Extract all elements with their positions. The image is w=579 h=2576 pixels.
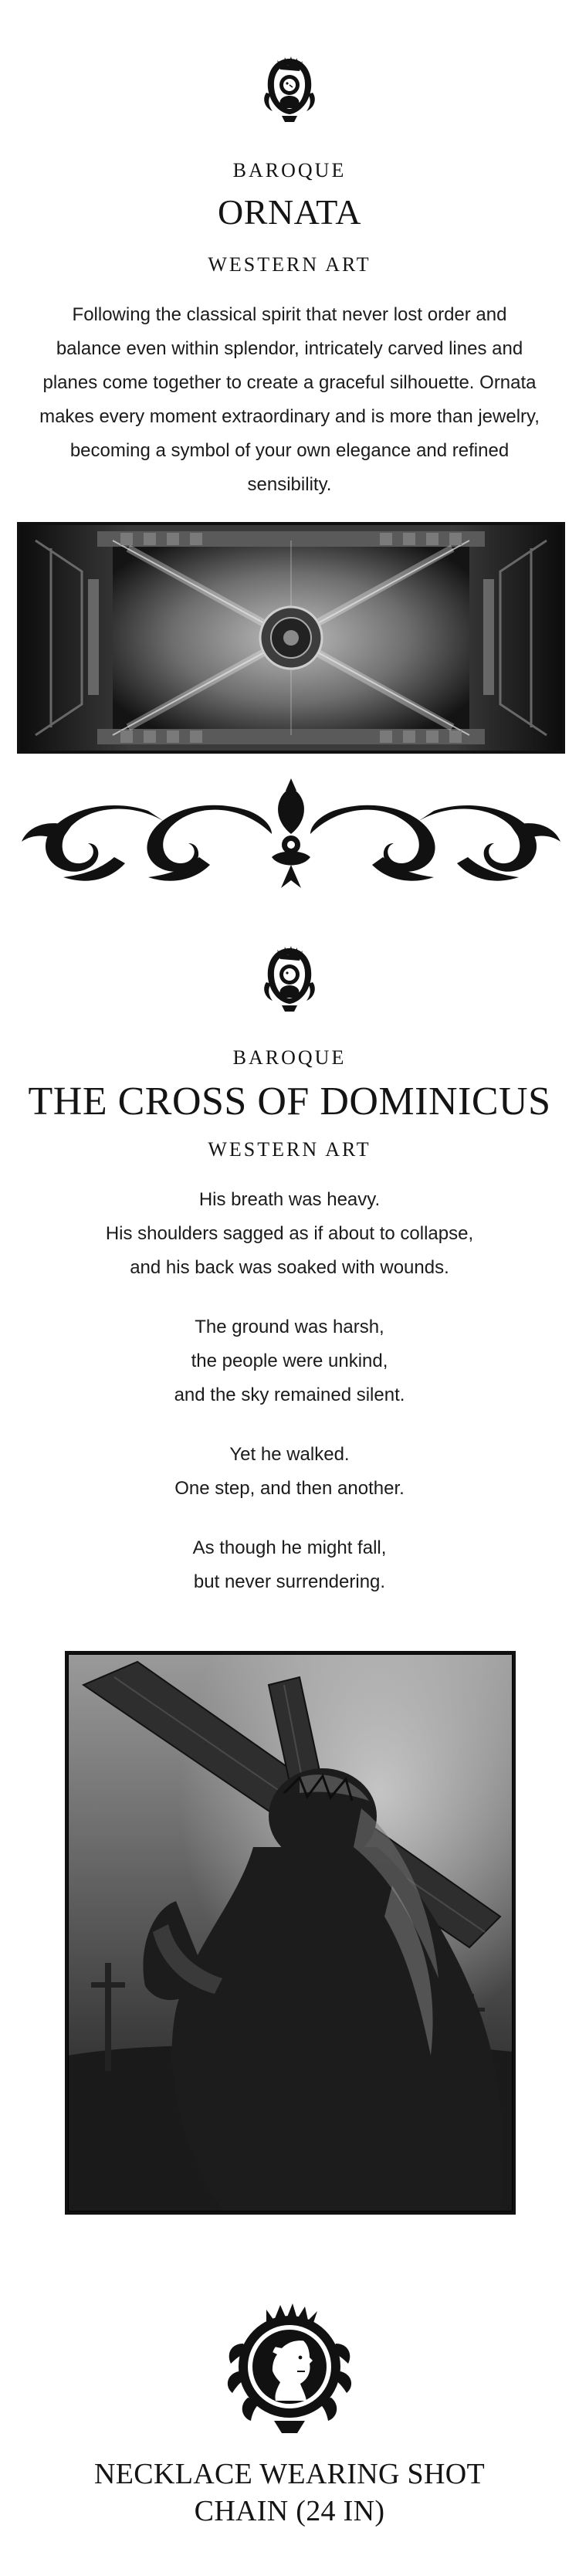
- bust-medallion-icon: [259, 944, 320, 1013]
- poem-line: The ground was harsh,: [195, 1317, 384, 1337]
- bust-medallion-icon: [259, 54, 320, 124]
- section-heading: [0, 2456, 579, 2530]
- cross-bearer-artwork-image: [65, 1651, 516, 2215]
- poem-line: As though he might fall,: [192, 1537, 387, 1558]
- poem-line: His breath was heavy.: [198, 1189, 381, 1210]
- section-heading-line-1: NECKLACE WEARING SHOT: [94, 2458, 485, 2490]
- logo-middle: [259, 944, 320, 1013]
- poem-line: One step, and then another.: [174, 1478, 405, 1499]
- baroque-ceiling-image: [17, 522, 565, 754]
- poem-text: [0, 1183, 579, 1625]
- logo-bottom: [220, 2297, 359, 2436]
- poem-stanza: [0, 1438, 579, 1506]
- logo-top: [259, 54, 320, 124]
- collection-title: ORNATA: [218, 192, 361, 232]
- acanthus-scroll-ornament: [17, 772, 565, 896]
- poem-stanza: [0, 1310, 579, 1412]
- poem-line: His shoulders sagged as if about to collapse,: [105, 1223, 474, 1244]
- brand-label-western-art: WESTERN ART: [208, 1138, 371, 1161]
- poem-line: the people were unkind,: [191, 1351, 388, 1371]
- section-heading-line-2: CHAIN (24 IN): [194, 2495, 385, 2527]
- poem-line: but never surrendering.: [193, 1571, 386, 1592]
- brand-label-baroque: BAROQUE: [232, 159, 347, 181]
- poem-line: Yet he walked.: [229, 1444, 350, 1465]
- product-title: THE CROSS OF DOMINICUS: [28, 1080, 551, 1124]
- brand-label-western-art: WESTERN ART: [208, 253, 371, 276]
- bust-medallion-wreath-icon: [220, 2297, 359, 2436]
- collection-description: Following the classical spirit that never lost order and balance even within splendor, intricately carved lines and planes come together to create a graceful silhouette. Ornata makes every moment extraordinary and is more than jewelry, becoming a symbol of your own elegance and refined sensibility.: [39, 304, 540, 495]
- poem-stanza: [0, 1531, 579, 1599]
- poem-stanza: [0, 1183, 579, 1285]
- poem-line: and the sky remained silent.: [174, 1385, 405, 1405]
- brand-label-baroque: BAROQUE: [232, 1046, 347, 1069]
- poem-line: and his back was soaked with wounds.: [130, 1257, 449, 1278]
